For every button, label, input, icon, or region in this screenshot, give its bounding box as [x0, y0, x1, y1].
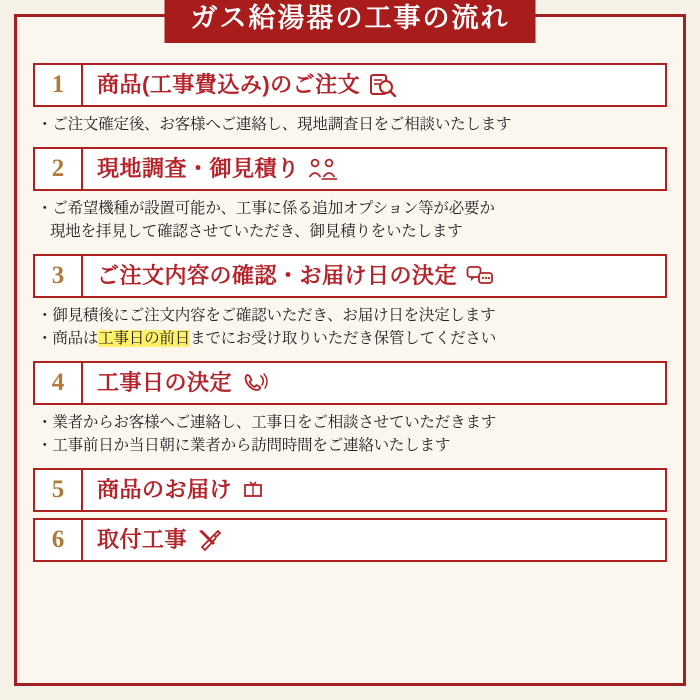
step-5-spacer	[33, 512, 667, 516]
step-4-title: 工事日の決定	[97, 370, 233, 396]
note-text: ご注文確定後、お客様へご連絡し、現地調査日をご相談いたします	[52, 116, 512, 133]
step-4-number: 4	[35, 363, 83, 403]
steps-list	[33, 17, 667, 562]
highlighted-text: 工事日の前日	[98, 329, 191, 347]
list-item	[37, 305, 665, 327]
note-text-suffix: までにお受け取りいただき保管してください	[190, 329, 497, 347]
step-1-title-row	[83, 65, 665, 105]
step-2-notes	[33, 191, 667, 252]
step-3-title: ご注文内容の確認・お届け日の決定	[97, 263, 458, 289]
list-item	[37, 198, 665, 220]
bullet: ・	[37, 307, 53, 325]
bullet: ・	[37, 436, 53, 454]
note-text: ご希望機種が設置可能か、工事に係る追加オプション等が必要か	[52, 200, 495, 218]
step-1-header	[33, 63, 667, 107]
step-6-title: 取付工事	[97, 527, 188, 553]
step-2-number: 2	[35, 149, 83, 189]
step-2-title-row	[83, 149, 665, 189]
step-3-title-row	[83, 256, 665, 296]
bullet: ・	[37, 414, 53, 432]
list-item	[37, 435, 665, 457]
step-6-title-row	[83, 520, 665, 560]
step-1-number: 1	[35, 65, 83, 105]
note-text: 工事前日か当日朝に業者から訪問時間をご連絡いたします	[52, 436, 451, 454]
bullet: ・	[37, 329, 53, 347]
list-item	[37, 412, 665, 434]
step-4-header	[33, 361, 667, 405]
phone-call-icon	[240, 370, 270, 396]
step-4	[33, 361, 667, 466]
step-4-title-row	[83, 363, 665, 403]
step-6-header	[33, 518, 667, 562]
chat-bubbles-icon	[465, 263, 495, 289]
step-6	[33, 518, 667, 562]
list-item	[37, 328, 665, 350]
note-text: 現地を拝見して確認させていただき、御見積りをいたします	[50, 222, 463, 240]
note-text-prefix: 商品は	[52, 329, 99, 347]
step-1-title: 商品(工事費込み)のご注文	[97, 72, 361, 97]
bullet: ・	[37, 200, 53, 218]
list-item	[37, 114, 665, 136]
step-3	[33, 254, 667, 359]
note-text: 業者からお客様へご連絡し、工事日をご相談させていただきます	[52, 414, 497, 432]
step-3-header	[33, 254, 667, 298]
tools-icon	[195, 527, 225, 553]
page-title: ガス給湯器の工事の流れ	[165, 0, 536, 43]
step-3-notes	[33, 298, 667, 359]
delivery-truck-icon	[240, 477, 270, 503]
step-5-header	[33, 468, 667, 512]
step-2-header	[33, 147, 667, 191]
step-4-notes	[33, 405, 667, 466]
step-5-title-row	[83, 470, 665, 510]
survey-people-icon	[308, 156, 338, 182]
magnifier-document-icon	[368, 72, 398, 98]
step-2-title: 現地調査・御見積り	[97, 156, 300, 182]
step-2	[33, 147, 667, 252]
step-1	[33, 63, 667, 145]
bullet: ・	[37, 116, 53, 133]
content-frame	[14, 3, 686, 686]
note-text: 御見積後にご注文内容をご確認いただき、お届け日を決定します	[52, 307, 496, 325]
step-3-number: 3	[35, 256, 83, 296]
step-1-notes	[33, 107, 667, 145]
step-5-number: 5	[35, 470, 83, 510]
step-5-title: 商品のお届け	[97, 477, 233, 503]
step-5	[33, 468, 667, 516]
list-item	[37, 221, 665, 243]
step-6-number: 6	[35, 520, 83, 560]
